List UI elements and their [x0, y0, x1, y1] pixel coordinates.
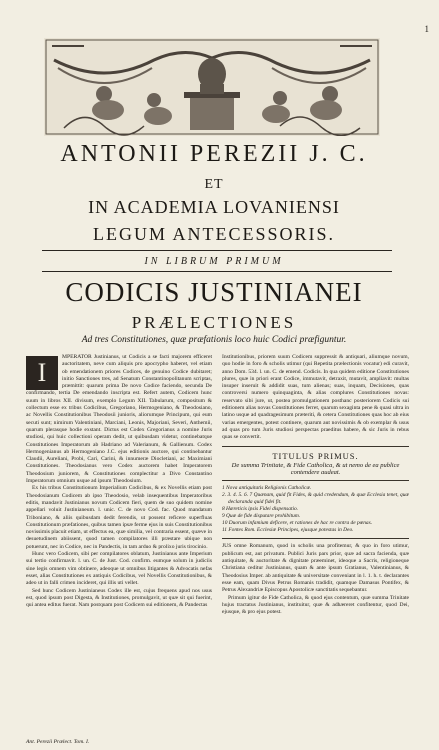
author-heading: ANTONII PEREZII J. C. — [60, 141, 368, 167]
paragraph: Hunc vero Codicem, sibi per compilatores oblatum, Justinianus ante Imperium sui tertio confirmavit. l. un. C. de Just. Cod. confirm. eumque solum in judiciis sine legis omnem vim obtinere, adeoque ut omnibus litigantes & Advocatis nefas esset, alias Constitutiones ex antiquis Codicibus, vel Novellis Constitutionibus, & adeo ut in falli crimen incideret, qui illis uti vellet. — [26, 551, 212, 587]
drop-capital: I — [26, 356, 58, 390]
heading-ad-tres: Ad tres Constitutiones, quæ præfationis loco huic Codici præfiguntur. — [81, 335, 347, 345]
heading-conjunction: ET — [204, 177, 224, 192]
paragraph: Sed hunc Codicem Justinianeus Codex ille est, cujus frequens apud nos usus est, quod ipsum post Digesta, & Institutiones, promulgavit, ut quæ sit qui fuerint, qui antea editus fuerat. Nam postquam post Codicem sui editionem, & Pandectas — [26, 587, 212, 609]
left-text-column — [26, 354, 212, 609]
heading-academy: IN ACADEMIA LOVANIENSI — [88, 197, 340, 217]
paragraph: JUS omne Romanum, quod in scholis una profitemur, & quo in foro utimur, publicum est, aut privatum. Publici Juris pars prior, quæ ad sacra facienda, quæ antiquitate, & auctoritate & dignitate præeminet, ideoque a Sacris, religioneque Christiana ceditur Justinianus, quam & ante ipsum Gratianus, Valentinianus, & Theodosius Imper. ab antiquitate & universitate conveniant in l. 1. h. t. declarantes esse eam, quam Divus Petrus Romanis tradidit, quamque Damasus Pontifex, & Petrus Alexandriæ Episcopus Apostolicæ sanctitatis sequebantur. — [222, 543, 409, 594]
summary-item: 9 Quæ de fide disputare prohibitum. — [222, 513, 301, 520]
separator — [222, 480, 409, 481]
paragraph: MPERATOR Justinianus, ut Codicis a se facti majorem efficeret auctoritatem, neve cum aliquis pro apocrypho haberet, vel etiam ob emendationem priores Codices, de genuino Codice dubitaret; initio Sanctiones tres, ad Senatum Constantinopolitanum scriptas, præmittit: quarum prima De novo Codice faciendo, secunda De confirmando, tertia De emendando inscripta est. Refert autem, Codicem hunc suum in libros XII. divisum, exemplo Legum XII. Tabularum, compositum & collectum esse ex tribus Codicibus, Gregoriano, Hermogeniano, & Theodosiano, ac Novellis Constitutionibus Theodosii junioris, aliorumque Principum, qui eum secuti sunt; nimirum Valentiniani, Marciani, Leonis, Majoriani, Severi, Anthemii, quarum plerasque hodie exstant. Dictus est Codex Gregorianus a nomine Juris studiosi, qui huic collectioni operam dedit, ut quibusdam videtur, continebatque Constitutiones Imperatorum ab Hadriano ad Valerianum, & Gallienum. Codex Hermogenianus ab Hermogeniano J.C. ejus editionis auctore, qui continebantur Claudii, Aureliani, Probi, Cari, Carini, & innumeræ Diocletiani, ac Maximiani Constitutiones. Theodosianus vero Codex auctorem habet Imperatorem Theodosium juniorem, & Constitutiones complectitur a Divo Constantino Imperatorum omnium usque ad ipsum Theodosium. — [26, 354, 212, 485]
summary-item: 8 Hæreticis ipsis Fidei dispensatio. — [222, 506, 299, 513]
separator — [222, 538, 409, 539]
right-text-column — [222, 354, 409, 616]
summary-item: 2. 3. 4. 5. 6. 7 Quænam, quid fit Fides, & quid credendum, & quæ Ecclesia tenet, quæ declaranda quid fidei fit. — [222, 492, 409, 506]
divider-rule — [42, 271, 392, 272]
heading-in-librum: IN LIBRUM PRIMUM — [144, 256, 284, 267]
divider-rule — [42, 250, 392, 251]
titulus-subtitle: De summa Trinitate, & Fide Catholica, & ut nemo de ea publice contendere audeat. — [231, 461, 400, 477]
page-number: 1 — [424, 24, 429, 34]
paragraph: Primum igitur de Fide Catholica, & quod ejus contentum, quæ summa Trinitate hujus tractatus Justinianus, instituitur, quæ & adhæreret confitentur, quod Dei, ejusque, & pro ejus potest. — [222, 594, 409, 616]
summary-item: 1 Nova antiquitatis Religionis Catholicæ. — [222, 485, 312, 492]
paragraph: Institutionibus, priorem suum Codicem suppressit & antiquari, aliumque novum, quo hodie in foro & scholis utimur (qui Repetita prælectionis vocatur) edi curavit, anno Dom. 534. l. un. C. de emend. Codicis. In qua quidem editione Constitutiones plures, quæ in priori erant Codice, immutavit, detraxit, mutavit, ampliavit: multas insuper inseruit & addidit suas, tum alienas; suas, inquam, Decisiones, quas controversi numero quinquaginta, & alias complures Constitutiones novas: reservato sibi jure, ut, postea promulgationem posthanc posteriorem Codicis sui editionem alias novas Constitutiones ferret, quarum sexaginta pene & quasi ultra in latino usque ad quadragesimum præteriti, & cetera Constitutiones quas hoc ab eius varias emergentes, potest continere, quarum aut novissimis & ob exemplar & usus ad quas pro tum Juris studiosi perspectas praeditus habere, & sic Juris in rebus quas se convertit. — [222, 354, 409, 441]
summary-list — [222, 485, 409, 534]
summary-item: 10 Duorum infamium deficere, et rationes de hac re contra de pœnas. — [222, 520, 373, 527]
heading-codicis: CODICIS JUSTINIANEI — [65, 277, 363, 307]
paragraph: Ex his tribus Constitutionum Imperialium Codicibus, & ex Novellis etiam post Theodosianum Codicem ab ipso Theodosio, velab insequentibus Imperatoribus editis, mandavit Justinianus novum Codicem fieri, quem de suo quidem nomine appellari voluit Justinianeum. l. unic. C. de novo Cod. fac. Quod mandatum Triboniano, & aliis quibusdam dedit ferendis, ut possent reficere superfluas Constitutionum præfationes, quibus tamen ipsæ ferme ejus in suis Constitutionibus novissimis placuit etiam, ut effectus ea, quæ similia, vel contraria essent, quæve in desuetudinem abiissent, quod tamen compilatores illi præstare ubique non potuerunt, nec in Codice, nec in Pandectis, in tam arduo & prolixo juris tirocinio. — [26, 485, 212, 550]
heading-antecessor: LEGUM ANTECESSORIS. — [92, 224, 336, 244]
page-footer: Ant. Perezii Prælect. Tom. I. — [26, 739, 90, 745]
summary-item: 11 Fontes Rom. Ecclesiæ Principes, ejusque potestas in Deo. — [222, 527, 354, 534]
separator — [222, 446, 409, 447]
titulus-heading: TITULUS PRIMUS. — [272, 450, 359, 461]
heading-praelectiones: PRÆLECTIONES — [131, 313, 297, 332]
engraved-headpiece-ornament — [44, 38, 380, 136]
